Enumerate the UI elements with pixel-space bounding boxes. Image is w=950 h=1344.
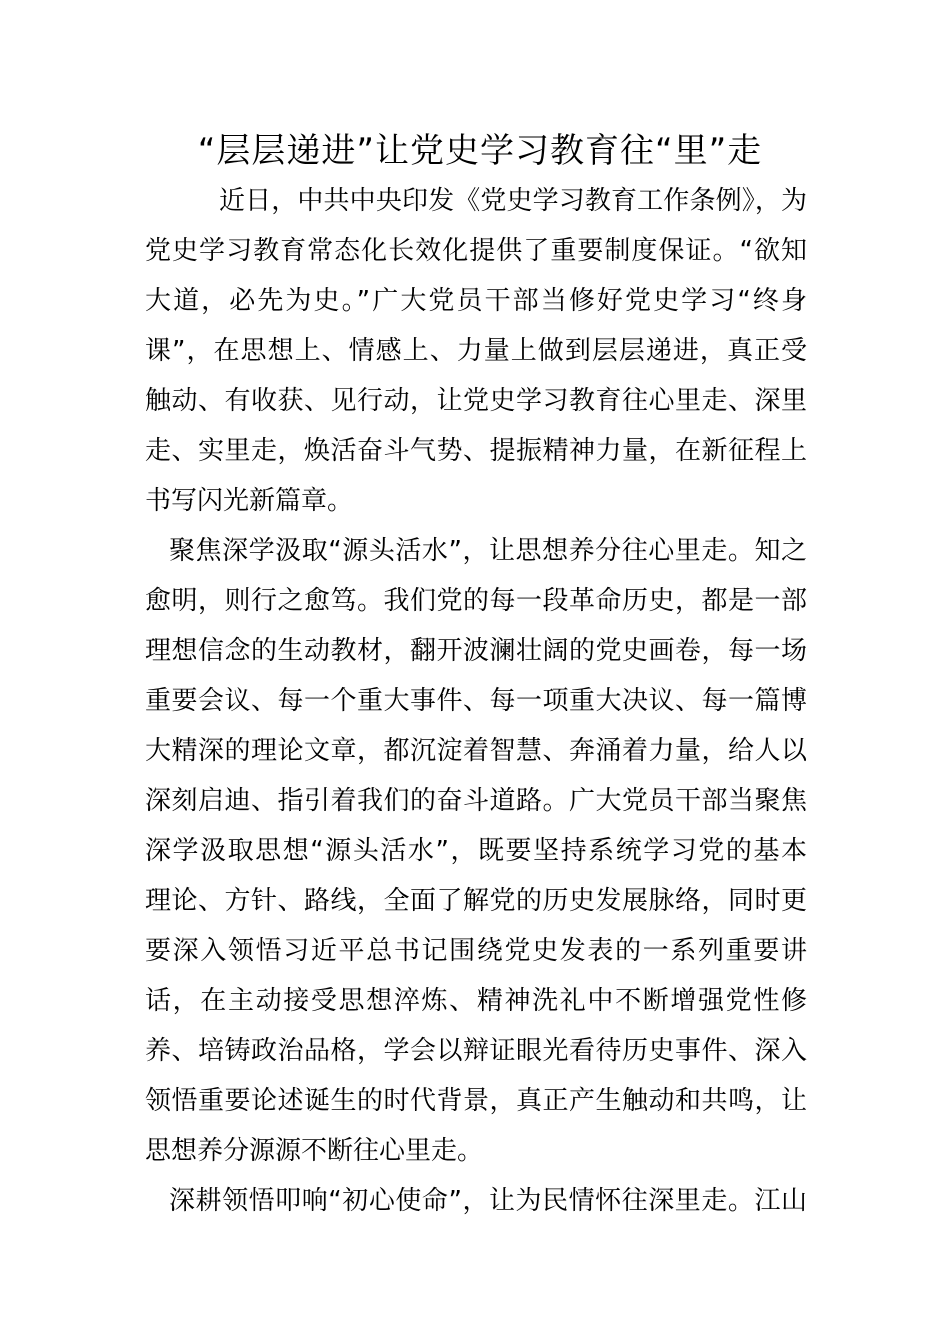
- paragraph-2-line-12: 领悟重要论述诞生的时代背景，真正产生触动和共鸣，让: [145, 1086, 807, 1116]
- paragraph-2-line-6: 深刻启迪、指引着我们的奋斗道路。广大党员干部当聚焦: [145, 786, 807, 816]
- paragraph-2-line-8: 理论、方针、路线，全面了解党的历史发展脉络，同时更: [145, 886, 807, 916]
- paragraph-2-line-13: 思想养分源源不断往心里走。: [145, 1136, 484, 1166]
- paragraph-2-line-5: 大精深的理论文章，都沉淀着智慧、奔涌着力量，给人以: [145, 736, 807, 766]
- paragraph-1-line-1: 近日，中共中央印发《党史学习教育工作条例》，为: [219, 186, 807, 216]
- paragraph-2-line-9: 要深入领悟习近平总书记围绕党史发表的一系列重要讲: [145, 936, 807, 966]
- paragraph-2-line-7: 深学汲取思想“源头活水”，既要坚持系统学习党的基本: [145, 836, 807, 866]
- paragraph-1-line-5: 触动、有收获、见行动，让党史学习教育往心里走、深里: [145, 386, 807, 416]
- paragraph-3-line-1: 深耕领悟叩响“初心使命”，让为民情怀往深里走。江山: [169, 1186, 807, 1216]
- paragraph-2-line-3: 理想信念的生动教材，翻开波澜壮阔的党史画卷，每一场: [145, 636, 807, 666]
- paragraph-1-line-7: 书写闪光新篇章。: [145, 486, 354, 516]
- paragraph-2-line-1: 聚焦深学汲取“源头活水”，让思想养分往心里走。知之: [169, 536, 807, 566]
- paragraph-2-line-10: 话，在主动接受思想淬炼、精神洗礼中不断增强党性修: [145, 986, 807, 1016]
- document-title: “层层递进”让党史学习教育往“里”走: [197, 131, 763, 171]
- paragraph-2-line-2: 愈明，则行之愈笃。我们党的每一段革命历史，都是一部: [145, 586, 807, 616]
- paragraph-2-line-11: 养、培铸政治品格，学会以辩证眼光看待历史事件、深入: [145, 1036, 807, 1066]
- paragraph-1-line-4: 课”，在思想上、情感上、力量上做到层层递进，真正受: [145, 336, 807, 366]
- paragraph-1-line-3: 大道，必先为史。”广大党员干部当修好党史学习“终身: [145, 286, 807, 316]
- paragraph-1-line-6: 走、实里走，焕活奋斗气势、提振精神力量，在新征程上: [145, 436, 807, 466]
- paragraph-1-line-2: 党史学习教育常态化长效化提供了重要制度保证。“欲知: [145, 236, 807, 266]
- paragraph-2-line-4: 重要会议、每一个重大事件、每一项重大决议、每一篇博: [145, 686, 807, 716]
